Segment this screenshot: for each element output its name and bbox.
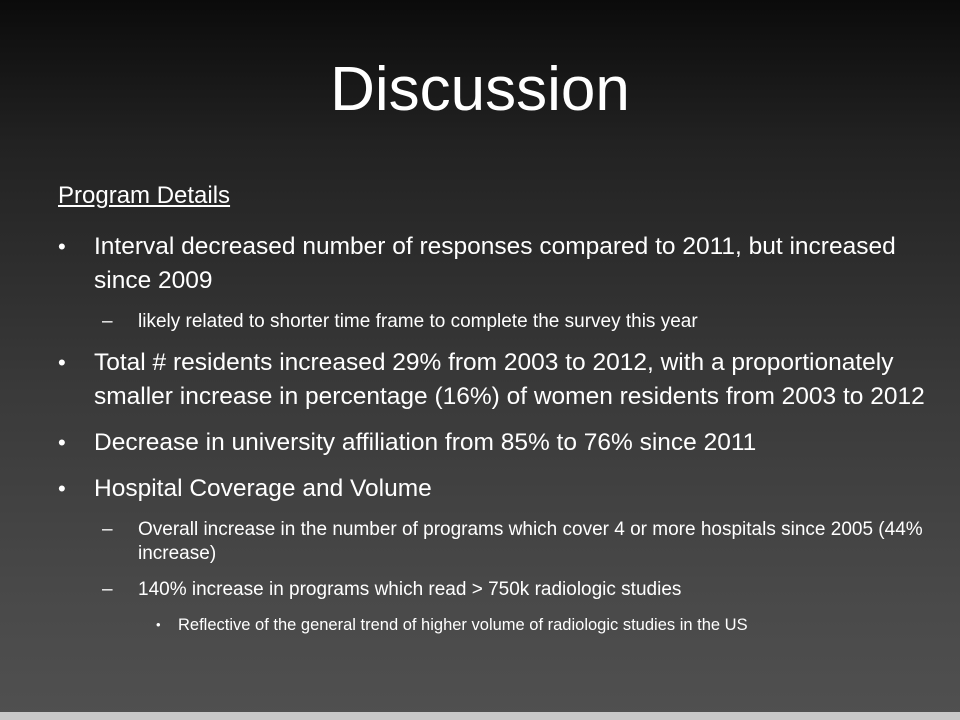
- bullet-text: Decrease in university affiliation from 85% to 76% since 2011: [94, 429, 757, 456]
- bullet-icon: •: [58, 476, 66, 501]
- bullet-item: [58, 346, 928, 414]
- sub-bullet-text: 140% increase in programs which read > 750k radiologic studies: [138, 579, 682, 600]
- sub-sub-bullet-text: Reflective of the general trend of higher volume of radiologic studies in the US: [178, 616, 748, 634]
- dash-icon: –: [102, 311, 113, 332]
- bullet-icon: •: [58, 430, 66, 455]
- section-subtitle: Program Details: [58, 182, 231, 209]
- sub-bullet-text: Overall increase in the number of programs which cover 4 or more hospitals since 2005 (44% increase): [138, 519, 923, 564]
- sub-bullet-item: [58, 518, 928, 566]
- bullet-item: [58, 472, 928, 506]
- bottom-bar: [0, 712, 960, 720]
- bullet-icon: •: [58, 234, 66, 259]
- bullet-text: Interval decreased number of responses compared to 2011, but increased since 2009: [94, 233, 896, 294]
- sub-bullet-item: [58, 578, 928, 602]
- bullet-icon: •: [156, 617, 161, 632]
- sub-sub-bullet-item: [58, 614, 928, 636]
- sub-bullet-text: likely related to shorter time frame to complete the survey this year: [138, 311, 698, 332]
- bullet-item: [58, 426, 928, 460]
- bullet-icon: •: [58, 350, 66, 375]
- bullet-item: [58, 230, 928, 298]
- sub-bullet-item: [58, 310, 928, 334]
- slide-title: Discussion: [330, 55, 630, 124]
- bullet-text: Total # residents increased 29% from 2003 to 2012, with a proportionately smaller increase in percentage (16%) of women residents from 2003 to 2012: [94, 349, 925, 410]
- bullet-text: Hospital Coverage and Volume: [94, 475, 432, 502]
- dash-icon: –: [102, 519, 113, 540]
- bullet-list: [58, 230, 928, 644]
- dash-icon: –: [102, 579, 113, 600]
